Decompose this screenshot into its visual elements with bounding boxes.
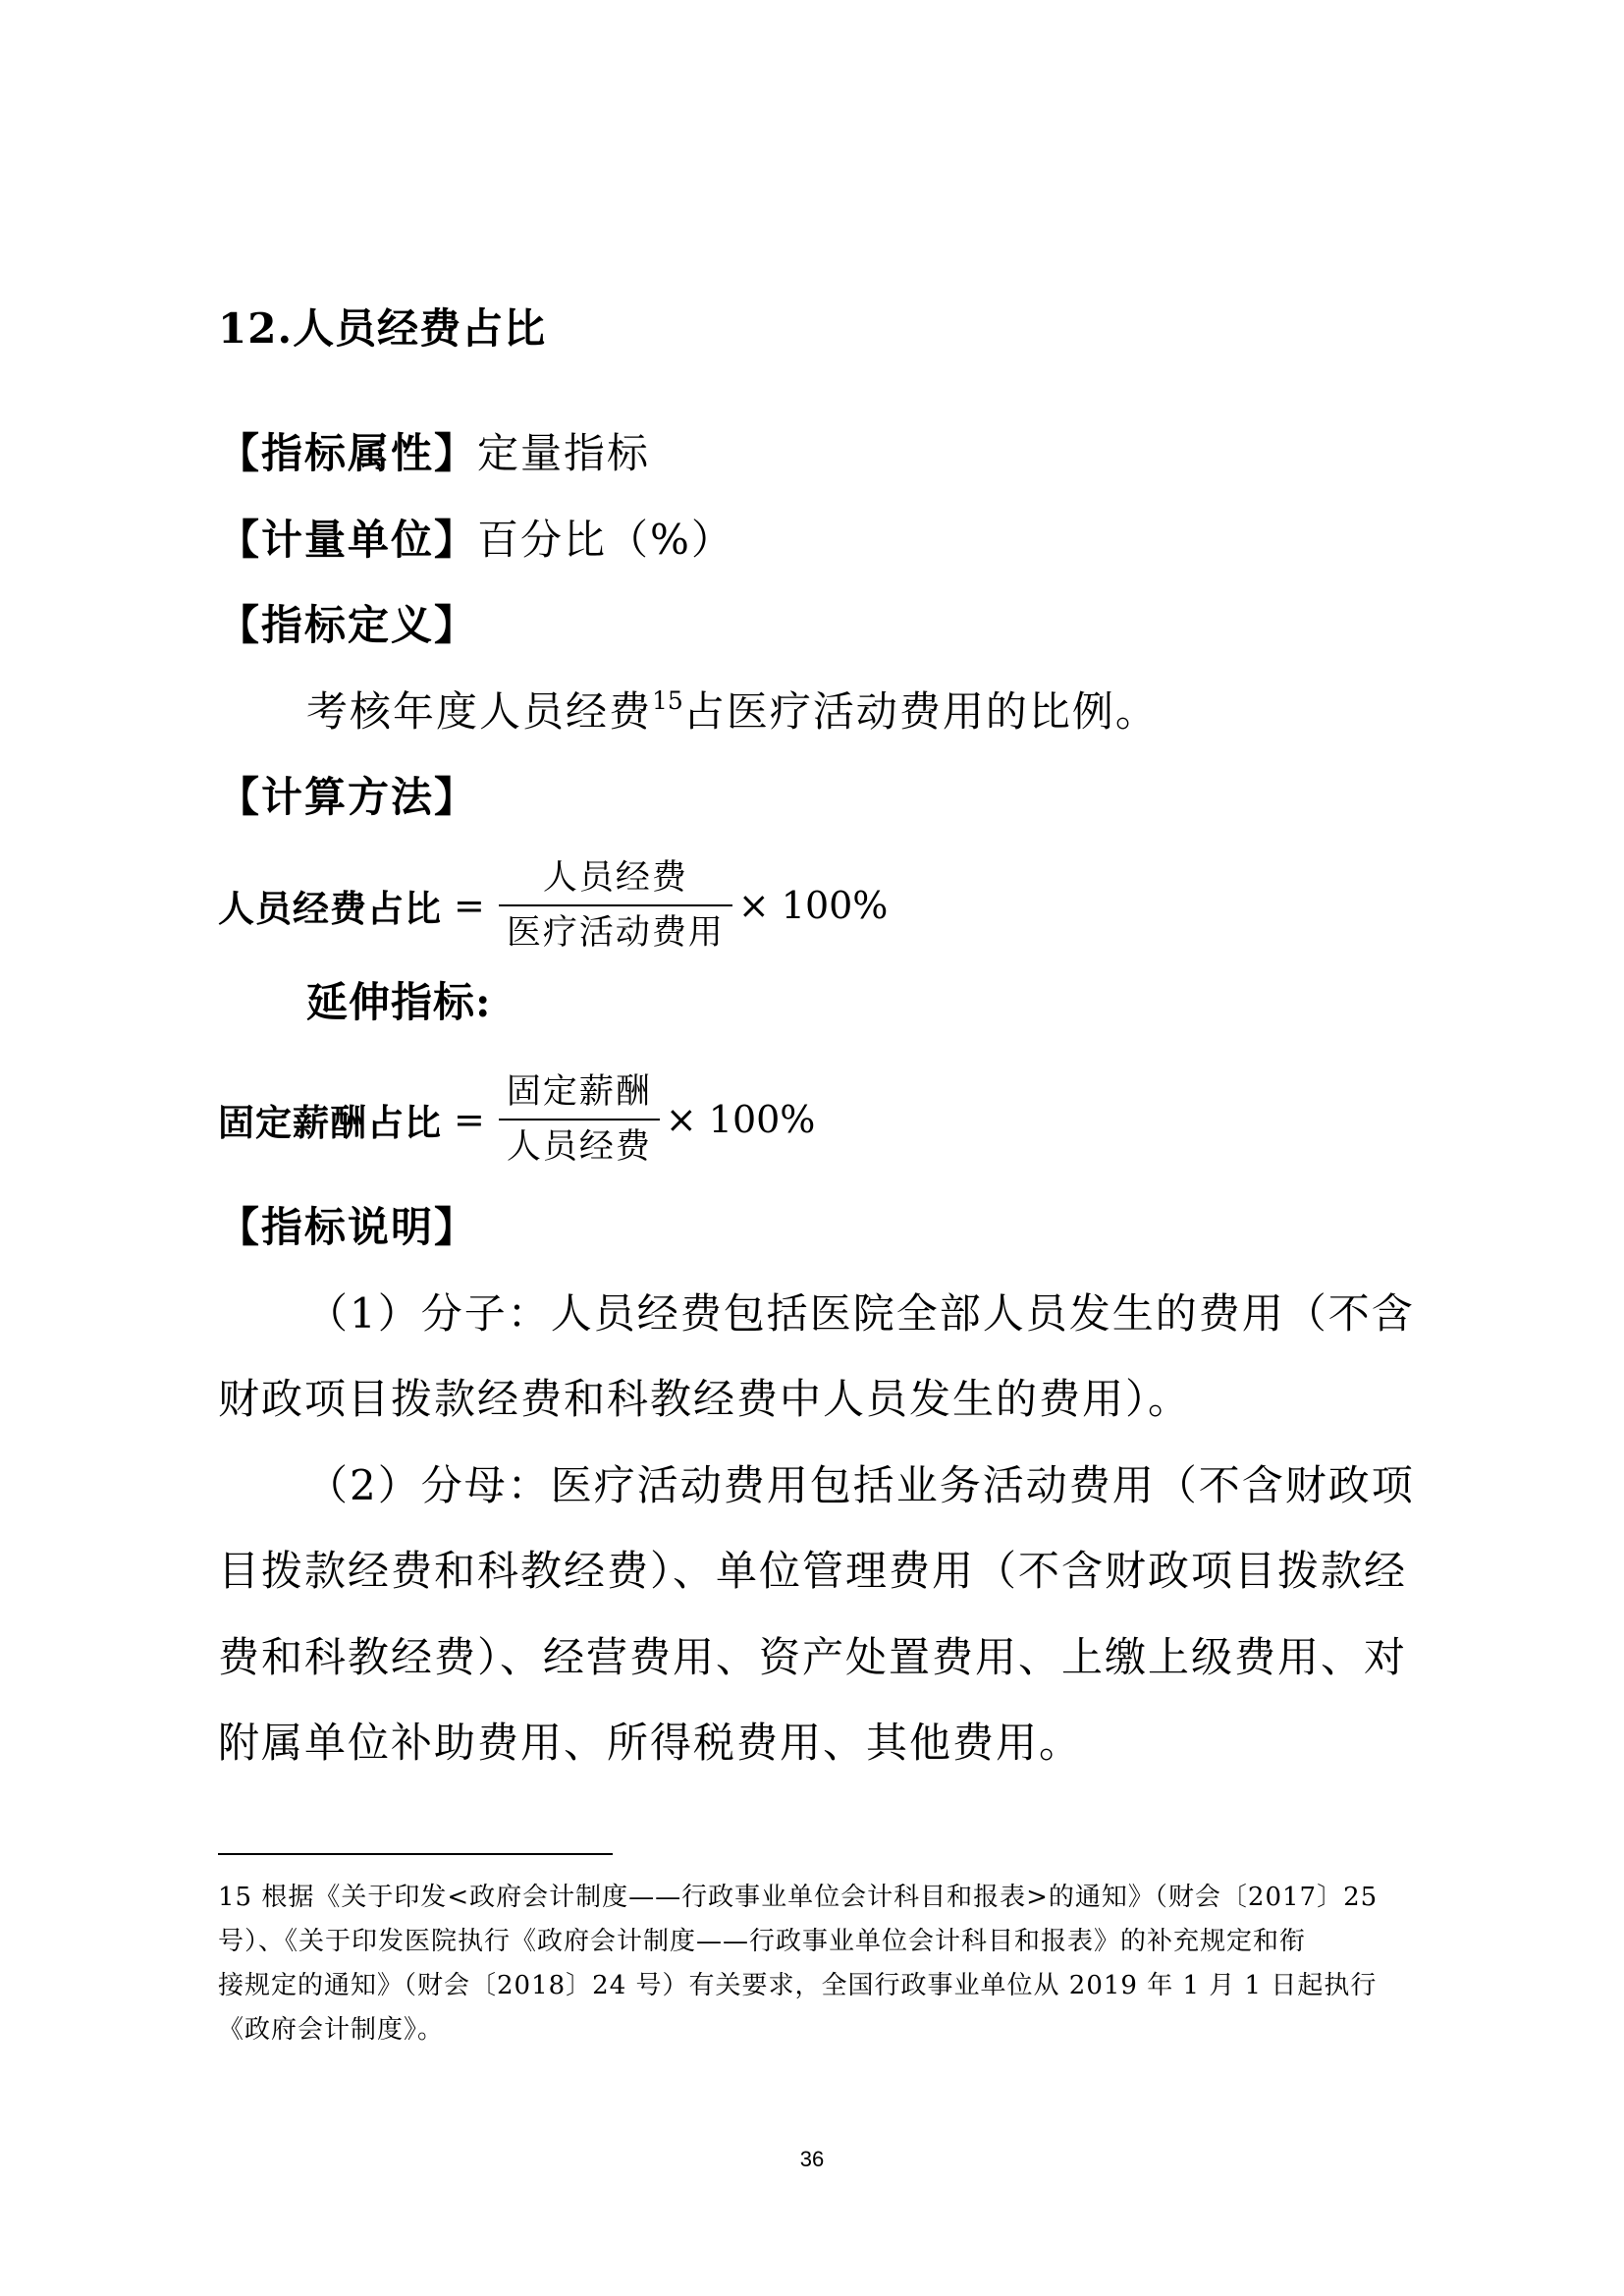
definition-label <box>218 601 477 650</box>
explanation-item2-line4: 附属单位补助费用、所得税费用、其他费用。 <box>218 1719 1083 1767</box>
formula-main-denominator: 医疗活动费用 <box>506 913 725 953</box>
indicator-attribute-value: 定量指标 <box>477 429 651 477</box>
page-number: 36 <box>799 2147 825 2171</box>
formula-main-multiplier: × 100% <box>737 884 889 927</box>
indicator-attribute <box>218 429 650 478</box>
explanation-item1-line1: （1）分子：人员经费包括医院全部人员发生的费用（不含 <box>306 1289 1415 1338</box>
formula-extension <box>218 1061 815 1178</box>
measurement-unit-label: 【计量单位】 <box>218 516 478 564</box>
footnote-separator <box>218 1853 613 1855</box>
formula-ext-denominator: 人员经费 <box>506 1127 652 1167</box>
section-heading: 12.人员经费占比 <box>218 304 547 353</box>
formula-main-fraction-bar <box>499 904 732 906</box>
formula-main-numerator: 人员经费 <box>542 858 688 898</box>
formula-ext-fraction <box>499 1069 660 1170</box>
formula-ext-name: 固定薪酬占比 <box>218 1101 442 1144</box>
formula-ext-equals: = <box>454 1098 485 1141</box>
explanation-item2-line1: （2）分母：医疗活动费用包括业务活动费用（不含财政项 <box>306 1461 1415 1509</box>
footnote-line3: 接规定的通知》（财会〔2018〕24 号）有关要求，全国行政事业单位从 2019 年 1 月 1 日起执行 <box>218 1971 1378 2000</box>
explanation-item2-line3: 费和科教经费）、经营费用、资产处置费用、上缴上级费用、对 <box>218 1633 1408 1681</box>
measurement-unit-value: 百分比（%） <box>477 516 734 564</box>
formula-main-fraction <box>499 855 732 956</box>
formula-ext-numerator: 固定薪酬 <box>506 1072 652 1112</box>
footnote-line4: 《政府会计制度》。 <box>218 2015 445 2045</box>
definition-text <box>306 687 1159 737</box>
explanation-label <box>218 1203 477 1252</box>
definition-text-after: 占医疗活动费用的比例。 <box>682 687 1159 736</box>
formula-ext-fraction-bar <box>499 1119 660 1121</box>
formula-main <box>218 847 888 964</box>
explanation-item1-line2: 财政项目拨款经费和科教经费中人员发生的费用）。 <box>218 1375 1192 1423</box>
footnote-line1: 15 根据《关于印发<政府会计制度——行政事业单位会计科目和报表>的通知》（财会〔2017〕25 <box>218 1883 1379 1912</box>
formula-main-equals: = <box>454 884 485 927</box>
definition-label-text: 【指标定义】 <box>218 601 478 649</box>
extension-label: 延伸指标: <box>306 978 492 1026</box>
footnote-ref[interactable]: 15 <box>652 686 683 715</box>
definition-text-before: 考核年度人员经费 <box>306 687 653 736</box>
explanation-label-text: 【指标说明】 <box>218 1203 478 1251</box>
measurement-unit <box>218 516 734 565</box>
method-label <box>218 773 477 822</box>
method-label-text: 【计算方法】 <box>218 773 478 821</box>
formula-main-name: 人员经费占比 <box>218 887 442 930</box>
indicator-attribute-label: 【指标属性】 <box>218 429 478 477</box>
footnote-line2: 号）、《关于印发医院执行《政府会计制度——行政事业单位会计科目和报表》的补充规定和衔 <box>218 1927 1307 1956</box>
explanation-item2-line2: 目拨款经费和科教经费）、单位管理费用（不含财政项目拨款经 <box>218 1547 1408 1595</box>
formula-ext-multiplier: × 100% <box>665 1098 816 1141</box>
